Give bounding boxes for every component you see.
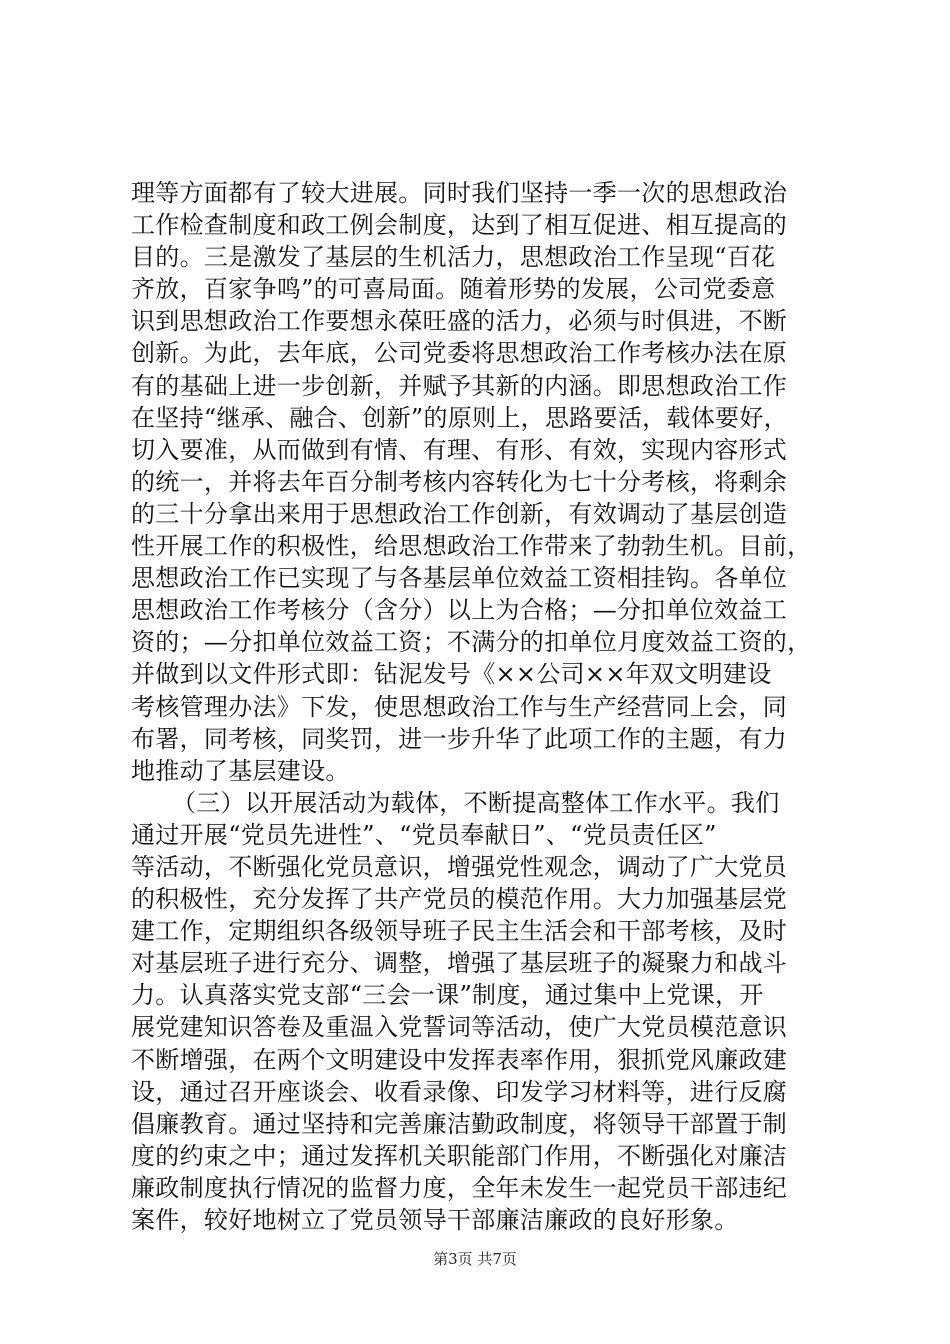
text-line: 切入要准，从而做到有情、有理、有形、有效，实现内容形式 [131,435,788,464]
text-line: 布署，同考核，同奖罚，进一步升华了此项工作的主题，有力 [131,724,788,753]
body-text [131,177,831,1236]
text-line: 思想政治工作已实现了与各基层单位效益工资相挂钩。各单位 [131,564,788,593]
text-line: 展党建知识答卷及重温入党誓词等活动，使广大党员模范意识 [131,1013,788,1042]
text-line: 的统一，并将去年百分制考核内容转化为七十分考核，将剩余 [131,467,788,496]
text-line: 并做到以文件形式即：钻泥发号《××公司××年双文明建设 [131,660,772,689]
text-line: 性开展工作的积极性，给思想政治工作带来了勃勃生机。目前， [131,532,812,561]
text-line: 有的基础上进一步创新，并赋予其新的内涵。即思想政治工作 [131,371,788,400]
text-line: 资的；—分扣单位效益工资；不满分的扣单位月度效益工资的， [131,628,812,657]
text-line: 通过开展“党员先进性”、“党员奉献日”、“党员责任区” [131,820,717,849]
text-line: 力。认真落实党支部“三会一课”制度，通过集中上党课，开 [131,981,764,1010]
text-line: 理等方面都有了较大进展。同时我们坚持一季一次的思想政治 [131,179,788,207]
text-line: 设，通过召开座谈会、收看录像、印发学习材料等，进行反腐 [131,1077,788,1106]
text-line: 对基层班子进行充分、调整，增强了基层班子的凝聚力和战斗 [131,949,788,978]
text-line: 的三十分拿出来用于思想政治工作创新，有效调动了基层创造 [131,499,788,528]
text-line: 思想政治工作考核分（含分）以上为合格；—分扣单位效益工 [131,596,788,625]
text-line: 工作检查制度和政工例会制度，达到了相互促进、相互提高的 [131,211,788,240]
text-line: 等活动，不断强化党员意识，增强党性观念，调动了广大党员 [131,852,788,881]
text-line: 建工作，定期组织各级领导班子民主生活会和干部考核，及时 [131,917,788,946]
text-line: 创新。为此，去年底，公司党委将思想政治工作考核办法在原 [131,339,788,368]
text-line: 在坚持“继承、融合、创新”的原则上，思路要活，载体要好， [131,403,788,432]
page-footer: 第3页 共7页 [433,1250,517,1268]
text-line: 度的约束之中；通过发挥机关职能部门作用，不断强化对廉洁 [131,1141,788,1170]
text-line: 案件，较好地树立了党员领导干部廉洁廉政的良好形象。 [131,1206,739,1234]
text-line: 不断增强，在两个文明建设中发挥表率作用，狠抓党风廉政建 [131,1045,788,1074]
text-line: 廉政制度执行情况的监督力度，全年未发生一起党员干部违纪 [131,1173,788,1202]
text-line: 目的。三是激发了基层的生机活力，思想政治工作呈现“百花 [131,243,776,272]
text-line: 考核管理办法》下发，使思想政治工作与生产经营同上会，同 [131,692,788,721]
text-line: （三）以开展活动为载体，不断提高整体工作水平。我们 [172,788,780,817]
text-line: 倡廉教育。通过坚持和完善廉洁勤政制度，将领导干部置于制 [131,1109,788,1138]
text-line: 识到思想政治工作要想永葆旺盛的活力，必须与时俱进，不断 [131,307,788,336]
text-line: 地推动了基层建设。 [131,756,350,785]
text-line: 的积极性，充分发挥了共产党员的模范作用。大力加强基层党 [131,885,788,914]
text-line: 齐放，百家争鸣”的可喜局面。随着形势的发展，公司党委意 [131,275,776,304]
